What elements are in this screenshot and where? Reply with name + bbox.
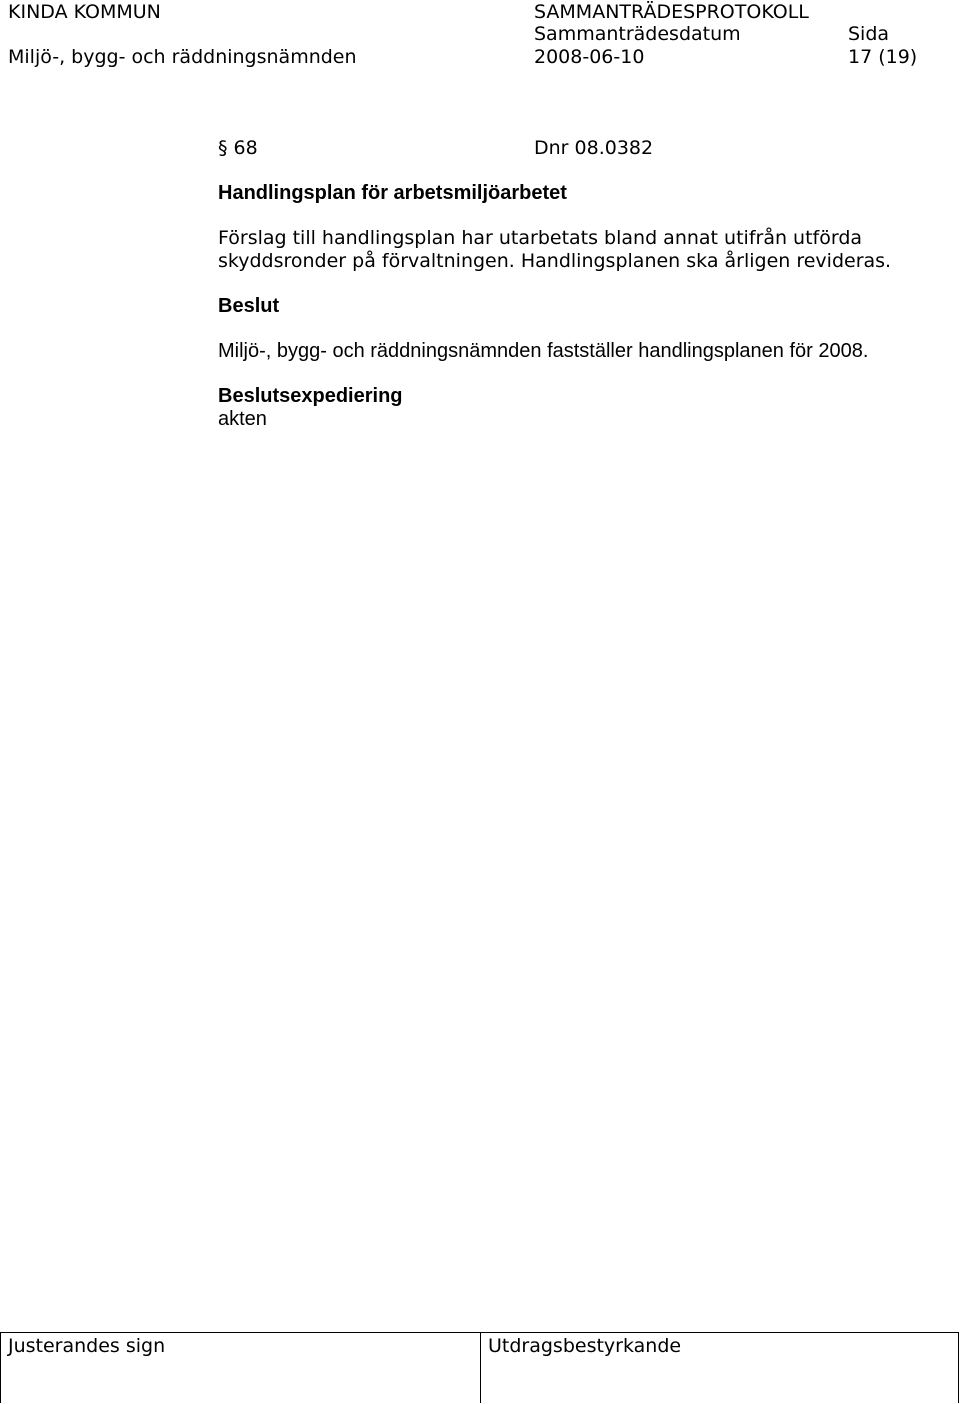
extract-certification-label: Utdragsbestyrkande	[488, 1335, 682, 1357]
page-number: 17 (19)	[848, 46, 918, 68]
item-text-line-2: skyddsronder på förvaltningen. Handlingsplanen ska årligen revideras.	[218, 250, 892, 272]
item-text-line-1: Förslag till handlingsplan har utarbetats bland annat utifrån utförda	[218, 227, 863, 249]
extract-certification-cell	[480, 1333, 958, 1403]
adjuster-signature-label: Justerandes sign	[8, 1335, 166, 1357]
meeting-date: 2008-06-10	[534, 46, 645, 68]
decision-text: Miljö-, bygg- och räddningsnämnden fastställer handlingsplanen för 2008.	[218, 340, 869, 362]
municipality-name: KINDA KOMMUN	[8, 1, 161, 23]
signature-table	[0, 1332, 959, 1403]
committee-name: Miljö-, bygg- och räddningsnämnden	[8, 46, 357, 68]
page-label: Sida	[848, 23, 890, 45]
meeting-date-label: Sammanträdesdatum	[534, 23, 741, 45]
adjuster-signature-cell	[0, 1333, 480, 1403]
item-title: Handlingsplan för arbetsmiljöarbetet	[218, 182, 567, 204]
dispatch-text: akten	[218, 408, 267, 430]
paragraph-number: § 68	[218, 137, 258, 159]
document-type: SAMMANTRÄDESPROTOKOLL	[534, 1, 809, 23]
dispatch-heading: Beslutsexpediering	[218, 385, 403, 407]
decision-heading: Beslut	[218, 295, 280, 317]
diary-number: Dnr 08.0382	[534, 137, 654, 159]
